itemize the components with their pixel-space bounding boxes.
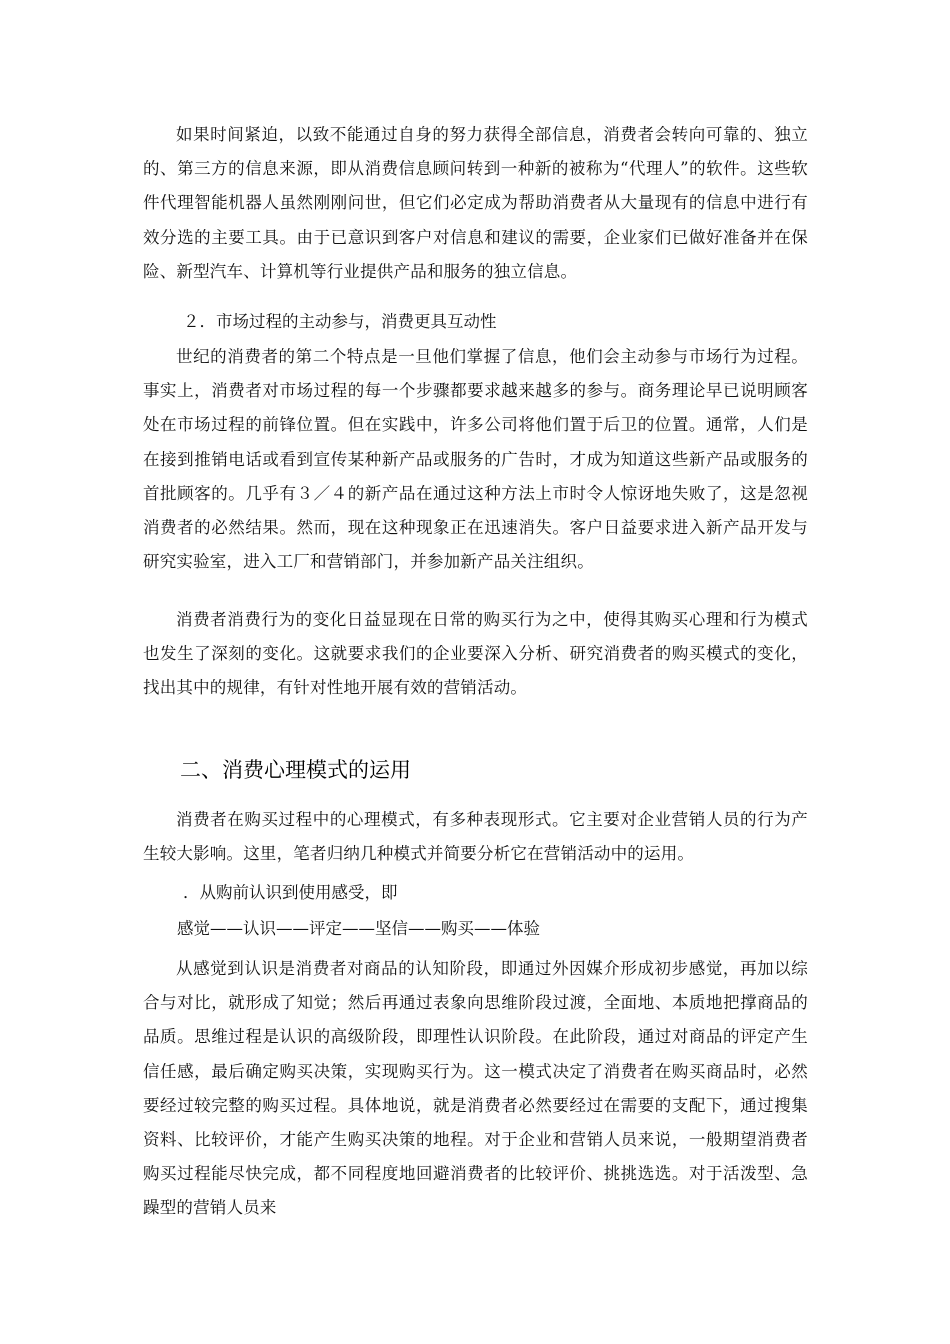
- paragraph-psych-model-intro: 消费者在购买过程中的心理模式，有多种表现形式。它主要对企业营销人员的行为产生较大影响。这里，笔者归纳几种模式并简要分析它在营销活动中的运用。: [143, 810, 808, 864]
- list-item-1-heading: ．从购前认识到使用感受，即: [183, 883, 398, 902]
- section-heading: 二、消费心理模式的运用: [180, 758, 411, 782]
- list-item-2-heading: ２．市场过程的主动参与，消费更具互动性: [183, 312, 497, 331]
- model-chain-line: 感觉——认识——评定——坚信——购买——体验: [177, 919, 540, 938]
- paragraph-info-sources: 如果时间紧迫，以致不能通过自身的努力获得全部信息，消费者会转向可靠的、独立的、第三方的信息来源，即从消费信息顾问转到一种新的被称为“代理人”的软件。这些软件代理智能机器人虽然刚刚问世，但它们必定成为帮助消费者从大量现有的信息中进行有效分选的主要工具。由于已意识到客户对信息和建议的需要，企业家们已做好准备并在保险、新型汽车、计算机等行业提供产品和服务的独立信息。: [143, 125, 808, 281]
- paragraph-active-participation: 世纪的消费者的第二个特点是一旦他们掌握了信息，他们会主动参与市场行为过程。事实上，消费者对市场过程的每一个步骤都要求越来越多的参与。商务理论早已说明顾客处在市场过程的前锋位置。但在实践中，许多公司将他们置于后卫的位置。通常，人们是在接到推销电话或看到宣传某种新产品或服务的广告时，才成为知道这些新产品或服务的首批顾客的。几乎有３／４的新产品在通过这种方法上市时令人惊讶地失败了，这是忽视消费者的必然结果。然而，现在这种现象正在迅速消失。客户日益要求进入新产品开发与研究实验室，进入工厂和营销部门，并参加新产品关注组织。: [143, 347, 808, 572]
- paragraph-perception-to-cognition: 从感觉到认识是消费者对商品的认知阶段，即通过外因媒介形成初步感觉，再加以综合与对比，就形成了知觉；然后再通过表象向思维阶段过渡，全面地、本质地把撑商品的品质。思维过程是认识的高级阶段，即理性认识阶段。在此阶段，通过对商品的评定产生信任感，最后确定购买决策，实现购买行为。这一模式决定了消费者在购买商品时，必然要经过较完整的购买过程。具体地说，就是消费者必然要经过在需要的支配下，通过搜集资料、比较评价，才能产生购买决策的地程。对于企业和营销人员来说，一般期望消费者购买过程能尽快完成，都不同程度地回避消费者的比较评价、挑挑选选。对于活泼型、急躁型的营销人员来: [143, 959, 808, 1218]
- paragraph-behavior-change: 消费者消费行为的变化日益显现在日常的购买行为之中，使得其购买心理和行为模式也发生了深刻的变化。这就要求我们的企业要深入分析、研究消费者的购买模式的变化，找出其中的规律，有针对性地开展有效的营销活动。: [143, 610, 808, 698]
